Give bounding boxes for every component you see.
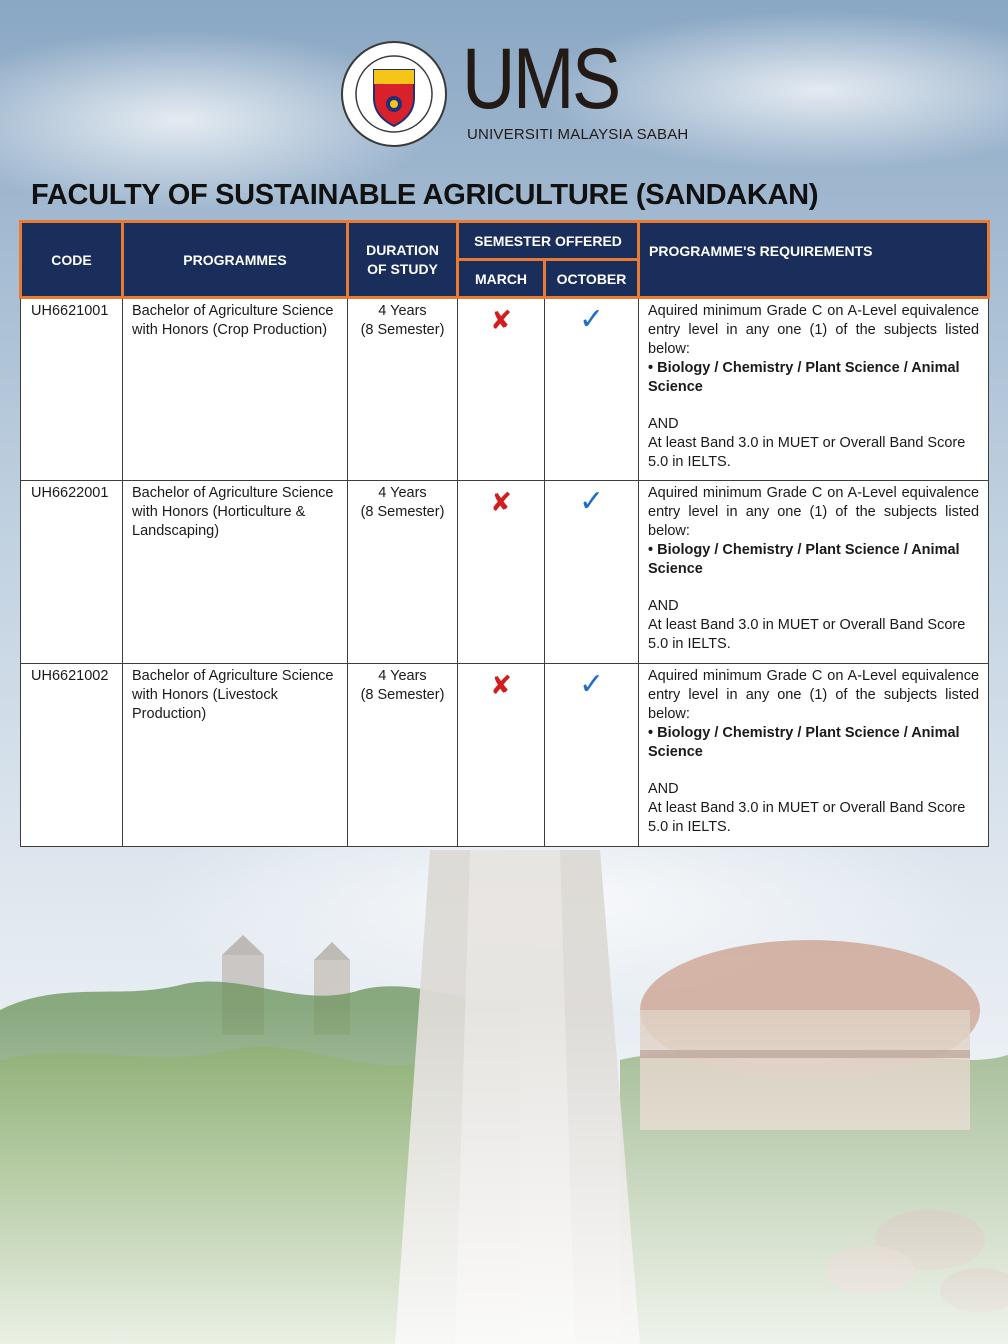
university-logo xyxy=(340,31,689,150)
brand-wordmark: UMS xyxy=(462,31,619,127)
programme-code: UH6622001 xyxy=(21,481,123,664)
cross-icon: ✘ xyxy=(490,487,512,517)
page-title: FACULTY OF SUSTAINABLE AGRICULTURE (SANDAKAN) xyxy=(31,179,819,211)
duration-cell xyxy=(348,298,458,481)
duration-semesters: (8 Semester) xyxy=(360,322,445,338)
requirement-intro: Aquired minimum Grade C on A-Level equivalence entry level in any one (1) of the subjects listed below: xyxy=(648,668,980,722)
header-duration: DURATION OF STUDY xyxy=(348,222,458,298)
brand-subtitle: UNIVERSITI MALAYSIA SABAH xyxy=(467,126,689,143)
header-code: CODE xyxy=(21,222,123,298)
requirement-subjects: • Biology / Chemistry / Plant Science / Animal Science xyxy=(648,542,960,577)
header-march: MARCH xyxy=(458,260,545,298)
header-semester-offered: SEMESTER OFFERED xyxy=(458,222,639,260)
requirement-and: AND xyxy=(648,781,679,797)
duration-cell xyxy=(348,481,458,664)
table-row xyxy=(21,298,989,481)
duration-semesters: (8 Semester) xyxy=(360,687,445,703)
october-cell xyxy=(545,298,639,481)
requirements-cell xyxy=(639,298,989,481)
requirement-language: At least Band 3.0 in MUET or Overall Band Score 5.0 in IELTS. xyxy=(648,435,966,470)
cross-icon: ✘ xyxy=(490,305,512,335)
check-icon: ✓ xyxy=(578,668,605,701)
requirement-subjects: • Biology / Chemistry / Plant Science / Animal Science xyxy=(648,725,960,760)
requirement-intro: Aquired minimum Grade C on A-Level equivalence entry level in any one (1) of the subjects listed below: xyxy=(648,303,980,357)
duration-years: 4 Years xyxy=(378,668,427,684)
programme-code: UH6621001 xyxy=(21,298,123,481)
october-cell xyxy=(545,664,639,847)
duration-years: 4 Years xyxy=(378,303,427,319)
duration-cell xyxy=(348,664,458,847)
requirement-subjects: • Biology / Chemistry / Plant Science / Animal Science xyxy=(648,360,960,395)
march-cell xyxy=(458,298,545,481)
duration-semesters: (8 Semester) xyxy=(360,504,445,520)
check-icon: ✓ xyxy=(578,485,605,518)
october-cell xyxy=(545,481,639,664)
duration-years: 4 Years xyxy=(378,485,427,501)
programme-code: UH6621002 xyxy=(21,664,123,847)
programme-name: Bachelor of Agriculture Science with Honors (Livestock Production) xyxy=(123,664,348,847)
requirement-language: At least Band 3.0 in MUET or Overall Band Score 5.0 in IELTS. xyxy=(648,617,966,652)
requirements-cell xyxy=(639,664,989,847)
requirement-and: AND xyxy=(648,598,679,614)
header-programmes: PROGRAMMES xyxy=(123,222,348,298)
requirement-intro: Aquired minimum Grade C on A-Level equivalence entry level in any one (1) of the subjects listed below: xyxy=(648,485,980,539)
header-october: OCTOBER xyxy=(545,260,639,298)
university-seal-icon xyxy=(340,40,448,148)
check-icon: ✓ xyxy=(578,303,605,336)
requirement-language: At least Band 3.0 in MUET or Overall Band Score 5.0 in IELTS. xyxy=(648,800,966,835)
table-row xyxy=(21,481,989,664)
march-cell xyxy=(458,664,545,847)
requirement-and: AND xyxy=(648,416,679,432)
programme-name: Bachelor of Agriculture Science with Honors (Crop Production) xyxy=(123,298,348,481)
requirements-cell xyxy=(639,481,989,664)
table-row xyxy=(21,664,989,847)
programme-name: Bachelor of Agriculture Science with Honors (Horticulture & Landscaping) xyxy=(123,481,348,664)
programmes-table xyxy=(19,220,990,847)
cross-icon: ✘ xyxy=(490,670,512,700)
header-requirements: PROGRAMME'S REQUIREMENTS xyxy=(639,222,989,298)
march-cell xyxy=(458,481,545,664)
